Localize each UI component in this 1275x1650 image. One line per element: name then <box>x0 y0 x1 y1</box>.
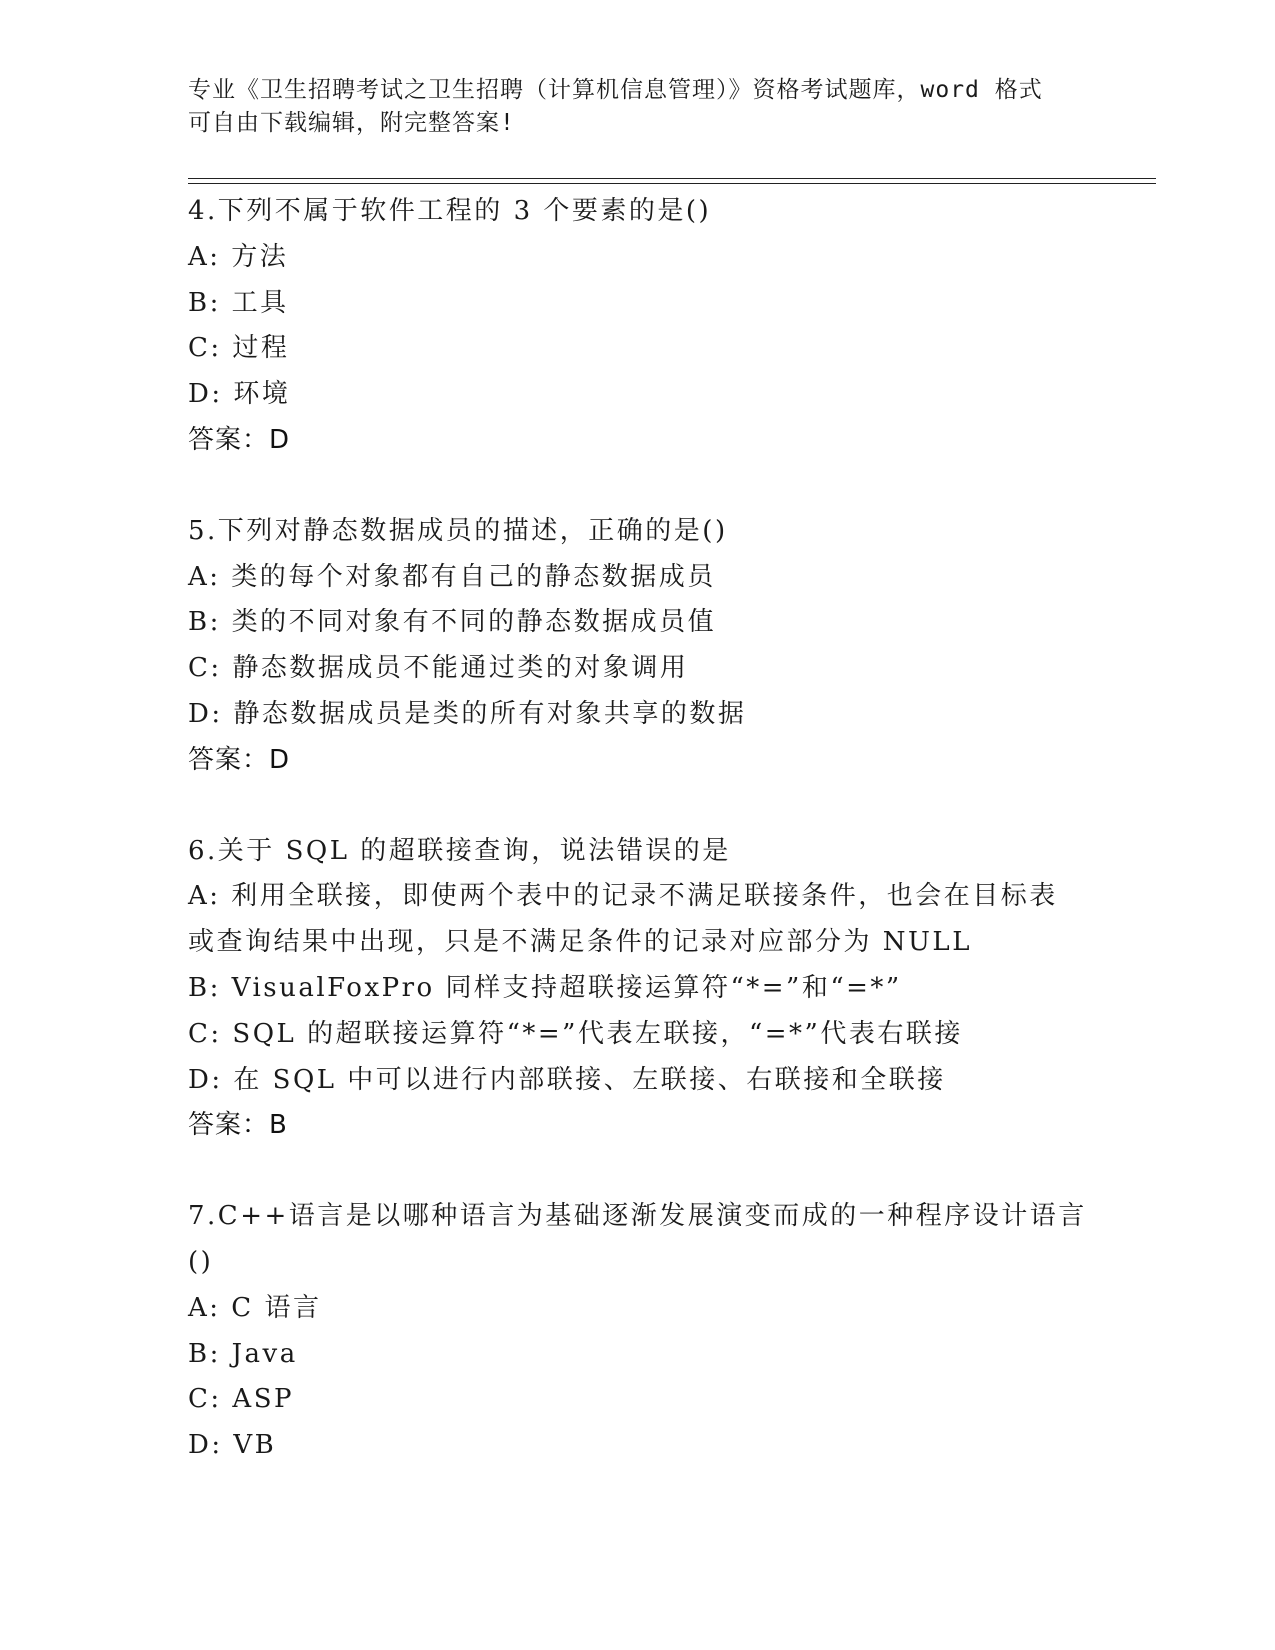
answer: 答案：B <box>188 1110 288 1141</box>
option-b: B: Java <box>188 1338 298 1369</box>
header-intro-line-1: 专业《卫生招聘考试之卫生招聘（计算机信息管理）》资格考试题库，word 格式 <box>188 77 1043 103</box>
question-text: 4.下列不属于软件工程的 3 个要素的是() <box>188 196 712 226</box>
question-text: 5.下列对静态数据成员的描述，正确的是() <box>188 515 728 546</box>
option-a-continued: 或查询结果中出现，只是不满足条件的记录对应部分为 NULL <box>188 927 972 958</box>
option-c: C: SQL 的超联接运算符“*=”代表左联接，“=*”代表右联接 <box>188 1018 963 1049</box>
question-5 <box>188 509 1088 784</box>
option-b: B: 类的不同对象有不同的静态数据成员值 <box>188 607 717 638</box>
option-d: D: 静态数据成员是类的所有对象共享的数据 <box>188 698 747 729</box>
option-b: B: 工具 <box>188 287 289 318</box>
header-intro-line-2: 可自由下载编辑，附完整答案! <box>188 110 515 136</box>
option-d: D: VB <box>188 1430 277 1461</box>
option-c: C: 过程 <box>188 333 290 364</box>
question-4 <box>188 189 1088 464</box>
document-header <box>188 74 1068 140</box>
question-list <box>188 189 1088 1469</box>
question-7 <box>188 1194 1088 1469</box>
question-text-continued: () <box>188 1246 214 1277</box>
answer: 答案：D <box>188 744 291 775</box>
header-divider-bottom <box>188 183 1156 184</box>
option-d: D: 环境 <box>188 379 291 410</box>
header-divider-top <box>188 178 1156 179</box>
option-a: A: 方法 <box>188 241 289 272</box>
option-a: A: 类的每个对象都有自己的静态数据成员 <box>188 561 716 592</box>
option-c: C: 静态数据成员不能通过类的对象调用 <box>188 653 689 684</box>
question-text: 6.关于 SQL 的超联接查询，说法错误的是 <box>188 835 731 866</box>
option-c: C: ASP <box>188 1384 294 1415</box>
question-6 <box>188 829 1088 1150</box>
option-a: A: 利用全联接，即使两个表中的记录不满足联接条件，也会在目标表 <box>188 881 1058 912</box>
answer: 答案：D <box>188 424 291 455</box>
question-text: 7.C++语言是以哪种语言为基础逐渐发展演变而成的一种程序设计语言 <box>188 1201 1087 1232</box>
option-b: B: VisualFoxPro 同样支持超联接运算符“*=”和“=*” <box>188 972 902 1003</box>
option-d: D: 在 SQL 中可以进行内部联接、左联接、右联接和全联接 <box>188 1064 946 1095</box>
option-a: A: C 语言 <box>188 1292 322 1323</box>
